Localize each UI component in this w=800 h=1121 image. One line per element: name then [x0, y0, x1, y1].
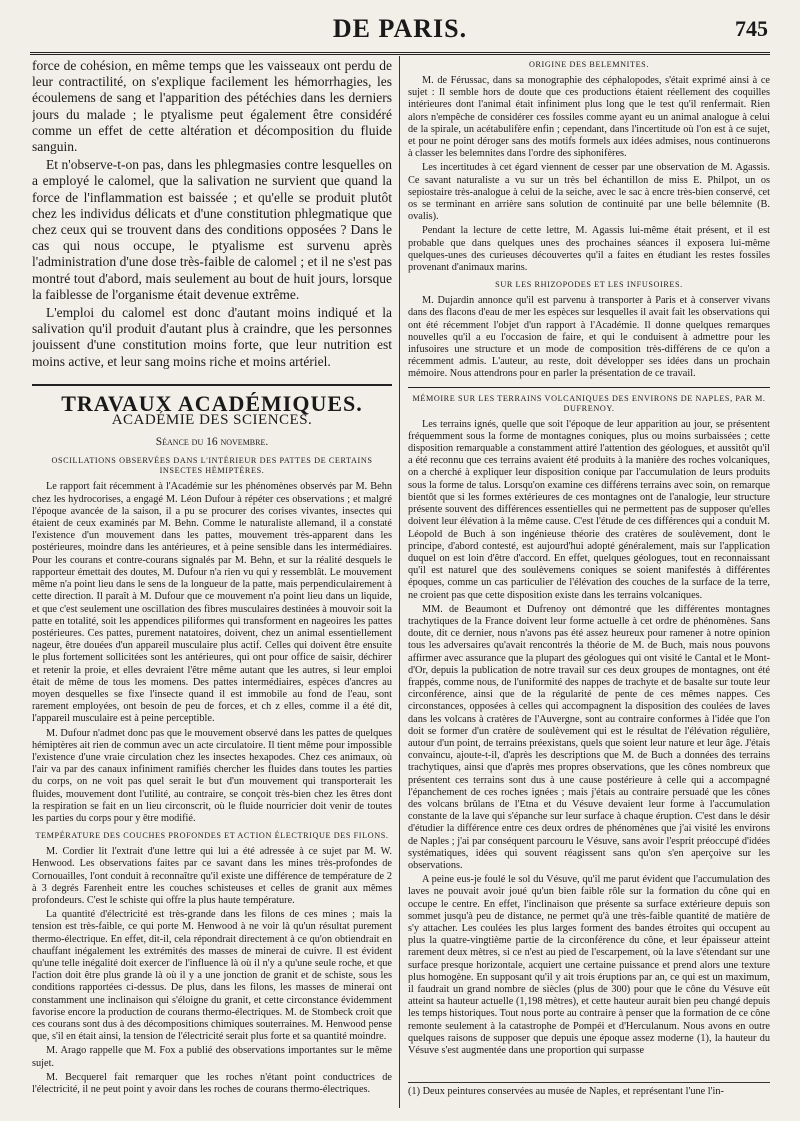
intro-paragraph: Et n'observe-t-on pas, dans les phlegmasies contre lesquelles on a employé le calomel, que la salivation ne survient que quand la force de l'inflammation est baissée ; et qu'elle se produit plutôt chez les individus délicats et d'une constitution phlegmatique que chez ceux qui se trouvent dans des conditions opposées ? Dans le cas qui nous occupe, le ptyalisme est survenu après l'administration d'une dose très-faible de calomel ; et il ne s'est pas montré tout d'abord, mais seulement au bout de huit jours, lorsque la faiblesse de l'organisme était devenue extrême.: [32, 157, 392, 302]
article-heading: OSCILLATIONS OBSERVÉES DANS L'INTÉRIEUR DES PATTES DE CERTAINS INSECTES HÉMIPTÈRES.: [51, 456, 373, 476]
footnote: (1) Deux peintures conservées au musée de Naples, et représentant l'une l'in-: [408, 1082, 770, 1098]
article-paragraph: Les terrains ignés, quelle que soit l'époque de leur apparition au jour, se présentent fréquemment sous la forme de montagnes coniques, plus ou moins surbaissées ; cette disposition remarquable a constamment attiré l'attention des géologues, et aussitôt qu'il a été reconnu que ces terrains avaient été produits à la manière des roches volcaniques, on a cherché à expliquer leur disposition conique par l'accumulation de leurs produits sous la forme de talus. Lorsqu'on examine ces différens terrains avec soin, on remarque bientôt que si les formes extérieures de ces montagnes ont de l'analogie, leur structure présente souvent des différences essentielles qui ne permettent pas de supposer qu'elles doivent leur élévation à la même cause. C'est l'étude de ces différences qui a conduit M. Léopold de Buch à son ingénieuse théorie des cratères de soulèvement, dont le principe, d'abord contesté, est aujourd'hui adopté généralement, mais sur l'application duquel on est loin d'être d'accord. En effet, quelques géologues, tout en reconnaissant qu'il est naturel que des soulèvemens coniques se soient manifestés à différentes époques, comme un cas particulier de l'élévation des couches de la surface de la terre, ne croient pas que cette disposition existe dans les terrains volcaniques.: [408, 418, 770, 601]
article-paragraph: Le rapport fait récemment à l'Académie sur les phénomènes observés par M. Behn chez les hydrocorises, a engagé M. Léon Dufour à répéter ces observations ; et malgré l'époque avancée de la saison, il a pu se procurer des corises vivantes, insectes qui étaient de ceux examinés par M. Behn. Comme le naturaliste allemand, il a constaté l'existence d'un mouvement dans les pattes, mouvement très-apparent dans les postérieures, moindre dans les antérieures, et à peine sensible dans les intermédiaires. Pour les courans et contre-courans signalés par M. Behn, et sur la réalité desquels le rapporteur émettait des doutes, M. Dufour n'a rien vu qui y ressemblât. Le mouvement même n'a point lieu dans le sens de la longueur de la patte, mais perpendiculairement à cette direction. Il paraît à M. Dufour que ce mouvement n'a point lieu dans un liquide, et que c'est seulement une oscillation des fibres musculaires destinées à mouvoir soit la patte en totalité, soit les appendices piliformes qui transforment en nageoires les pattes postérieures. Ces pattes, purement natatoires, doivent, chez un animal essentiellement nageur, être douées d'un appareil musculaire plus actif. Celles qui doivent être ensuite le plus fortement sollicitées sont les antérieures, qui ont pour office de saisir, déchirer et retenir la proie, et elles devraient l'être même autant que les autres, si leur emploi était de même de tous les momens. Des pattes intermédiaires, espèces d'ancres au moyen desquelles se fixe l'insecte quand il est immobile au fond de l'eau, sont rarement employées, ont besoin de peu de forces, et ch z elles, comme il a été dit, l'appareil musculaire est à peine perceptible.: [32, 481, 392, 725]
article-paragraph: Pendant la lecture de cette lettre, M. Agassis lui-même était présent, et il est probable que dans quelques unes des prochaines séances il exposera lui-même quelques-unes des curieuses découvertes qu'il a faites en étudiant les restes fossiles provenant d'animaux marins.: [408, 225, 770, 274]
article-paragraph: M. de Férussac, dans sa monographie des céphalopodes, s'était exprimé ainsi à ce sujet : Il semble hors de doute que ces productions étaient réellement des coquilles intérieures dont l'animal était infiniment plus long que le test qu'il renfermait. Rien alors n'empêche de considérer ces fossiles comme ayant eu un animal analogue à celui de la spirale, un acétabulifère enfin ; cependant, dans l'incertitude où l'on est à ce sujet, et pour ne point déroger sans des motifs formels aux idées admises, nous continuerons à classer les belemnites dans l'ordre des siphonifères.: [408, 75, 770, 160]
article-paragraph: M. Becquerel fait remarquer que les roches n'étant point conductrices de l'électricité, il ne peut point y avoir dans les roches de courans thermo-électriques.: [32, 1071, 392, 1096]
left-column: [32, 58, 392, 1108]
article-heading: MÉMOIRE SUR LES TERRAINS VOLCANIQUES DES ENVIRONS DE NAPLES, PAR M. DUFRENOY.: [412, 393, 766, 413]
article-paragraph: La quantité d'électricité est très-grande dans les filons de ces mines ; mais la tension est très-faible, ce qui porte M. Henwood à ne voir là qu'un résultat purement thermo-électrique. En effet, dit-il, cela répondrait directement à ce qu'on obtiendrait en chauffant inégalement les extrémités des masses de minerai de cuivre. Il est évident qu'une telle inégalité doit exercer de l'influence là où il n'y a qu'une seule roche, et que l'action doit être plus grande là où il y a une jonction de granit et de schiste, sous les conditions rapportées ci-dessus. De plus, dans les filons, les masses de minerai ont constamment une inclinaison qui s'éloigne du granit, et cette circonstance évidemment favorise encore la production de courans thermo-électriques. M. de Stombeck croit que ces courans sont dus à des décompositions chimiques souterraines. M. Henwood pense que, s'il en était ainsi, la tension de l'électricité serait plus forte et sa quantité moindre.: [32, 909, 392, 1043]
article-paragraph: M. Arago rappelle que M. Fox a publié des observations importantes sur le même sujet.: [32, 1045, 392, 1069]
running-title: DE PARIS.: [332, 14, 468, 43]
header-rule: [30, 52, 770, 55]
article-paragraph: A peine eus-je foulé le sol du Vésuve, qu'il me parut évident que l'accumulation des laves ne pouvait avoir joué qu'un bien faible rôle sur la formation du cône qui en occupe le centre. En effet, l'inclinaison que présente sa surface extérieure depuis son sommet jusqu'à peu de distance, ne permet qu'à une très-faible quantité de matière de s'y attacher. Les coulées les plus larges forment des bandes étroites qui occupent au plus la quatre-vingtième partie de la circonférence du cône, et leur épaisseur atteint rarement deux mètres, si ce n'est au pied de l'escarpement, où la lave s'étendant sur une surface presque horizontale, acquiert une certaine puissance et prend alors une texture plus homogène. En supposant qu'il y ait trois éruptions par an, ce qui est un maximum, il faudrait un grand nombre de siècles (plus de 300) pour que le cône du Vésuve eût atteint sa hauteur actuelle (1,198 mètres), et cette hauteur aurait bien peu changé depuis les temps historiques. Tout nous porte au contraire à penser que la formation de ce cône remonte seulement à la catastrophe de Pompéi et d'Herculanum. Nous avons en outre quelques raisons de supposer que depuis une époque assez moderne (1), la hauteur du Vésuve s'est augmentée dans une proportion qui surpasse: [408, 874, 770, 1057]
intro-article: [32, 58, 392, 370]
intro-paragraph: L'emploi du calomel est donc d'autant moins indiqué et la salivation qu'il produit d'autant plus à craindre, que les personnes jouissent d'une constitution moins forte, que leur nutrition est moins active, et leur sang moins riche et moins artériel.: [32, 305, 392, 369]
section-separator: [32, 384, 392, 386]
article-heading: SUR LES RHIZOPODES ET LES INFUSOIRES.: [495, 280, 683, 290]
article-paragraph: M. Dufour n'admet donc pas que le mouvement observé dans les pattes de quelques hémiptères ait rien de commun avec un acte circulatoire. Il tient même pour impossible l'existence d'une vraie circulation chez les insectes hexapodes. Chez ces animaux, où l'air va par des canaux infiniment ramifiés chercher les fluides dans toutes les parties du corps, on ne voit pas quel serait le but d'un mouvement qui transporterait les fluides, mouvement dont l'utilité, au contraire, se conçoit très-bien chez les êtres dont la respiration se fait en un lieu circonscrit, où le fluide nourricier doit venir de toutes les parties du corps pour y être modifié.: [32, 727, 392, 824]
article-heading: TEMPÉRATURE DES COUCHES PROFONDES ET ACTION ÉLECTRIQUE DES FILONS.: [35, 831, 389, 841]
section-title: TRAVAUX ACADÉMIQUES.: [61, 390, 363, 416]
page-header: [32, 14, 768, 46]
article-paragraph: Les incertitudes à cet égard viennent de cesser par une observation de M. Agassis. Ce savant naturaliste a vu sur un très bel échantillon de miss E. Philpot, un os sepiostaire très-analogue à celui de la seiche, avec le sac à encre très-bien conservé, cet os se terminant en arrière sans solution de continuité par une belle bélemnite (B. ovalis).: [408, 162, 770, 223]
article-paragraph: MM. de Beaumont et Dufrenoy ont démontré que les différentes montagnes trachytiques de la France doivent leur forme actuelle à cet ordre de phénomènes. Sans doute, dit ce dernier, nous n'avons pas été assez heureux pour ramener à notre opinion tous les adversaires qu'avait rencontrés la théorie de M. de Buch, mais nous pouvons affirmer avec assurance que la plupart des géologues qui ont visité le Cantal et le Mont-d'Or, depuis la publication de notre travail sur ces deux groupes de montagnes, ont été frappés, comme nous, de l'uniformité des nappes de trachyte et de basalte sur toute leur circonférence, ainsi que de la régularité de pente de ces mêmes nappes. Ces circonstances, opposées à celles qui accompagnent la disposition des coulées de laves dans les volcans à cratères de l'Auvergne, sont au contraire conformes à l'idée que l'on doit se former d'un cratère de soulèvement qui est le résultat de l'élévation régulière, autour d'un point, de terrains préexistans, quels que soient leur nature et leur âge. J'étais convaincu, ajoute-t-il, d'après les descriptions que M. de Buch a données des terrains trachytiques, ainsi que d'après mes propres observations, que les cônes nombreux que présentent ces terrains sont dus à une cause postérieure à celle qui a accompagné l'épanchement de ces roches ignées ; mais j'étais au contraire persuadé que les cônes des volcans brûlans de l'Etna et du Vésuve devaient leur forme à l'accumulation constante de la lave qui s'épanche sur leur surface à chaque éruption. C'est dans le désir d'étudier la différence entre ces deux ordres de phénomènes que j'ai visité les environs de Naples ; j'ai par conséquent parcouru le Vésuve, sans avoir l'esprit préoccupé d'idées systématiques, idées qui souvent réagissent sans qu'on s'en aperçoive sur les observations.: [408, 603, 770, 871]
article-heading: ORIGINE DES BELEMNITES.: [528, 60, 649, 69]
page-number: 745: [735, 16, 768, 41]
session-date: Séance du 16 novembre.: [155, 436, 269, 449]
article-paragraph: M. Dujardin annonce qu'il est parvenu à transporter à Paris et à conserver vivans dans des flacons d'eau de mer les espèces sur lesquelles il avait fait les observations qui ont été récemment l'objet d'un rapport à l'Académie. Il donne quelques remarques nouvelles qu'il a eu l'occasion de faire, et qui le conduisent à admettre pour les infusoires une structure et un mode de composition très-différens de ce qu'on a récemment admis. L'auteur, au reste, doit développer ses idées dans un prochain mémoire. Nous attendrons pour en parler la présentation de ce travail.: [408, 295, 770, 380]
right-column: [408, 58, 770, 1108]
article-separator: [408, 387, 770, 388]
academy-title: ACADÉMIE DES SCIENCES.: [111, 412, 313, 429]
article-paragraph: M. Cordier lit l'extrait d'une lettre qui lui a été adressée à ce sujet par M. W. Henwood. Les observations faites par ce savant dans les mines très-profondes de Cornouailles, l'ont conduit à reconnaître qu'il existe une différence de température de 2 à 3 degrés Farenheit entre les couches schisteuses et celles de granit aux mêmes profondeurs. C'est le schiste qui offre la plus haute température.: [32, 846, 392, 906]
intro-paragraph: force de cohésion, en même temps que les vaisseaux ont perdu de leur contractilité, on s'explique facilement les hémorrhagies, les écoulemens de sang et l'apparition des pétéchies dans les derniers jours du malade ; le ptyalisme peut également être considéré comme un effet de cette altération et décomposition du fluide sanguin.: [32, 58, 392, 155]
column-divider: [399, 56, 400, 1108]
